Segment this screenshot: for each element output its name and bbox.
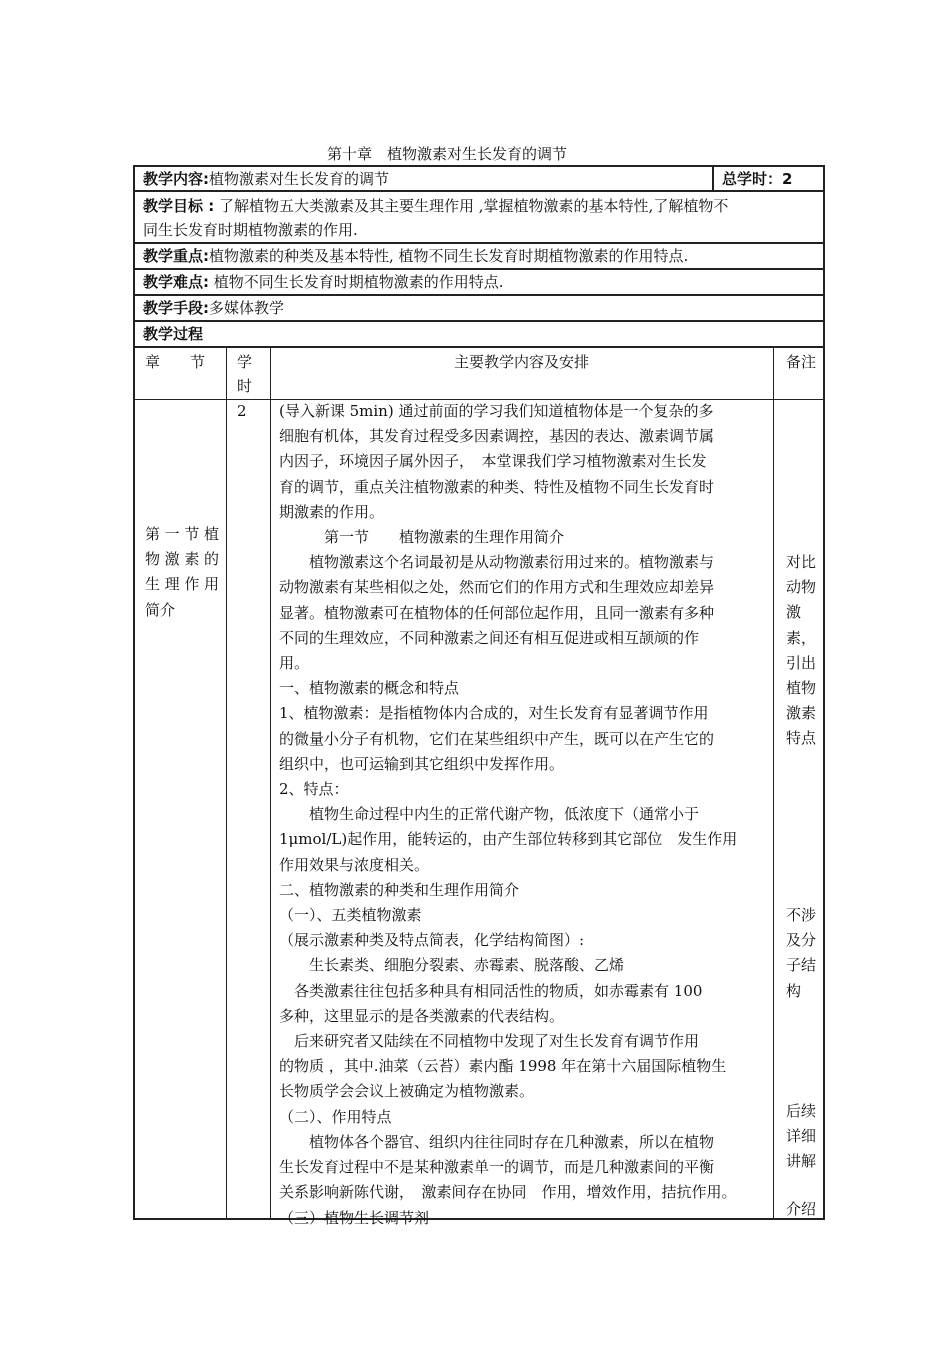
content-line: 显著。植物激素可在植物体的任何部位起作用，且同一激素有多种 <box>279 603 715 622</box>
content-line: （二）、作用特点 <box>279 1107 392 1126</box>
content-line: （三）植物生长调节剂 <box>279 1208 430 1227</box>
content-line: 作用效果与浓度相关。 <box>279 855 430 874</box>
note-line: 后续 <box>786 1102 817 1120</box>
note-line: 特点 <box>786 729 817 748</box>
hours-header-1: 学 <box>237 353 253 371</box>
content-line: (导入新课 5min) 通过前面的学习我们知道植物体是一个复杂的多 <box>279 402 714 420</box>
notes-header: 备注 <box>786 353 817 371</box>
note-line: 子结 <box>786 956 817 975</box>
lesson-plan-table <box>133 165 825 1227</box>
notes-block-2 <box>786 903 816 1004</box>
content-line: 2、特点： <box>279 780 349 799</box>
difficulty-value: 植物不同生长发育时期植物激素的作用特点. <box>209 273 504 291</box>
content-line: 用。 <box>279 654 310 673</box>
notes-block-3 <box>786 1099 816 1175</box>
note-line: 介绍 <box>786 1200 817 1218</box>
content-line: 的微量小分子有机物，它们在某些组织中产生，既可以在产生它的 <box>279 729 715 748</box>
note-line: 引出 <box>786 653 817 672</box>
content-line: 生长发育过程中不是某种激素单一的调节，而是几种激素间的平衡 <box>279 1158 715 1177</box>
section-name <box>145 522 219 623</box>
objective-line-1: 了解植物五大类激素及其主要生理作用 ,掌握植物激素的基本特性,了解植物不 <box>219 197 729 215</box>
section-name-line: 第一节植 <box>145 525 219 543</box>
note-line: 动物 <box>786 578 817 597</box>
section-name-line: 物激素的 <box>145 550 219 569</box>
method-row <box>135 296 823 322</box>
subheading: 二、植物激素的种类和生理作用简介 <box>279 880 520 899</box>
method-value: 多媒体教学 <box>209 299 285 317</box>
note-line: 对比 <box>786 553 817 571</box>
keypoint-row <box>135 244 823 270</box>
content-line: （一）、五类植物激素 <box>279 906 422 925</box>
section-hours: 2 <box>237 402 247 420</box>
content-line: 育的调节，重点关注植物激素的种类、特性及植物不同生长发育时 <box>279 477 715 496</box>
content-row <box>135 167 823 192</box>
main-content <box>279 399 767 1231</box>
content-line: 内因子，环境因子属外因子， 本堂课我们学习植物激素对生长发 <box>279 452 707 471</box>
objective-row <box>135 192 823 244</box>
objective-line-2: 同生长发育时期植物激素的作用. <box>143 221 358 239</box>
note-line: 讲解 <box>786 1152 817 1171</box>
note-line: 激素 <box>786 704 817 723</box>
content-line: 细胞有机体，其发育过程受多因素调控，基因的表达、激素调节属 <box>279 427 715 446</box>
objective-label: 教学目标 : <box>143 197 215 215</box>
content-line: 植物体各个器官、组织内往往同时存在几种激素，所以在植物 <box>279 1132 715 1151</box>
process-label: 教学过程 <box>143 325 204 343</box>
content-label: 教学内容: <box>143 170 209 188</box>
content-line: 组织中，也可运输到其它组织中发挥作用。 <box>279 754 565 773</box>
note-line: 详细 <box>786 1127 817 1146</box>
content-line: 动物激素有某些相似之处，然而它们的作用方式和生理效应却差异 <box>279 578 715 597</box>
note-line: 不涉 <box>786 906 817 924</box>
note-line: 植物 <box>786 679 817 698</box>
keypoint-label: 教学重点: <box>143 247 209 265</box>
notes-block-1 <box>786 550 816 752</box>
content-line: 1、植物激素：是指植物体内合成的，对生长发育有显著调节作用 <box>279 704 709 723</box>
content-line: 后来研究者又陆续在不同植物中发现了对生长发育有调节作用 <box>279 1032 700 1051</box>
keypoint-value: 植物激素的种类及基本特性, 植物不同生长发育时期植物激素的作用特点. <box>209 247 689 265</box>
process-row <box>135 322 823 348</box>
hours-header-2: 时 <box>237 377 253 395</box>
content-value: 植物激素对生长发育的调节 <box>209 170 390 188</box>
method-label: 教学手段: <box>143 299 209 317</box>
content-line: 生长素类、细胞分裂素、赤霉素、脱落酸、乙烯 <box>279 956 625 975</box>
content-line: 关系影响新陈代谢， 激素间存在协同 作用，增效作用，拮抗作用。 <box>279 1183 737 1202</box>
note-line: 激 <box>786 603 802 622</box>
note-line: 素， <box>786 628 817 647</box>
content-line: 植物生命过程中内生的正常代谢产物，低浓度下（通常小于 <box>279 805 700 824</box>
total-hours-label: 总学时： <box>722 170 783 188</box>
content-line: 多种，这里显示的是各类激素的代表结构。 <box>279 1006 565 1025</box>
section-name-line: 生理作用 <box>145 575 219 594</box>
content-line: 植物激素这个名词最初是从动物激素衍用过来的。植物激素与 <box>279 553 715 572</box>
column-header-row <box>135 348 823 400</box>
content-line: 各类激素往往包括多种具有相同活性的物质，如赤霉素有 100 <box>279 981 703 1000</box>
content-line: 不同的生理效应，不同种激素之间还有相互促进或相互颉颃的作 <box>279 628 700 647</box>
main-content-header: 主要教学内容及安排 <box>453 353 589 371</box>
note-line: 及分 <box>786 931 817 950</box>
content-line: （展示激素种类及特点简表，化学结构简图）: <box>279 931 585 950</box>
document-title: 第十章 植物激素对生长发育的调节 <box>326 145 567 163</box>
difficulty-row <box>135 270 823 296</box>
content-line: 1μmol/L)起作用，能转运的，由产生部位转移到其它部位 发生作用 <box>279 830 738 849</box>
content-line: 期激素的作用。 <box>279 502 385 521</box>
difficulty-label: 教学难点: <box>143 273 209 291</box>
content-line: 的物质 ，其中.油菜（云苔）素内酯 1998 年在第十六届国际植物生 <box>279 1057 727 1076</box>
total-hours-value: 2 <box>782 170 793 188</box>
subheading: 一、植物激素的概念和特点 <box>279 679 460 698</box>
section-heading: 第一节 植物激素的生理作用简介 <box>279 528 565 547</box>
content-line: 长物质学会会议上被确定为植物激素。 <box>279 1082 535 1101</box>
notes-block-4 <box>786 1197 816 1222</box>
section-name-line: 简介 <box>145 600 176 619</box>
chapter-header: 章 节 <box>145 353 206 371</box>
note-line: 构 <box>786 981 802 1000</box>
